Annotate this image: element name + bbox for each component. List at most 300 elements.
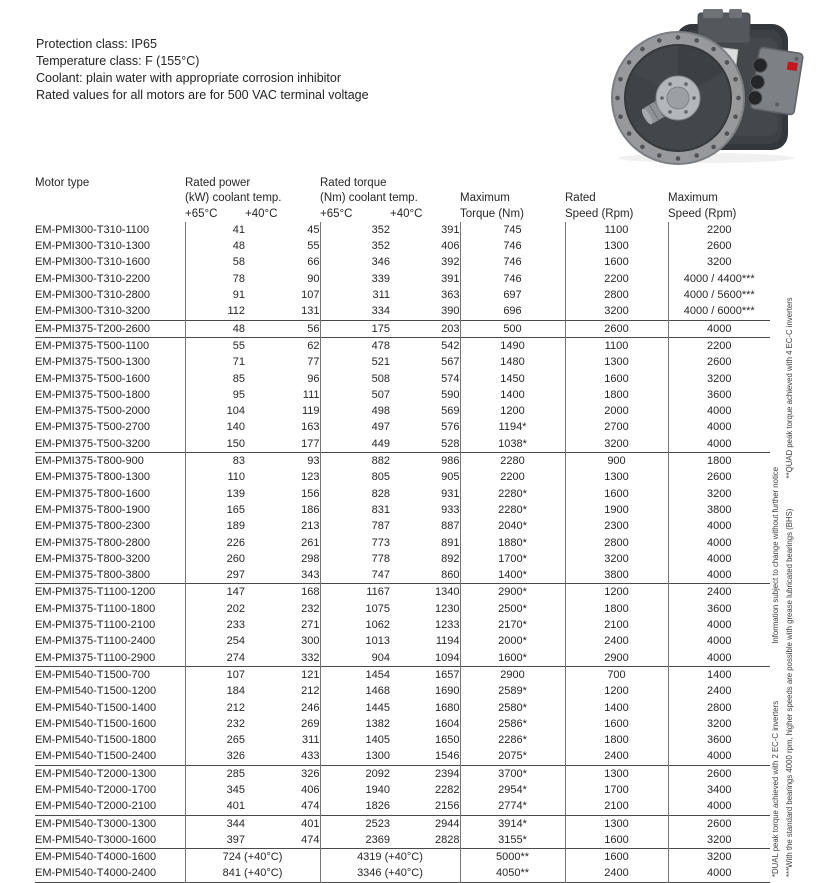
motor-type-cell: EM-PMI300-T310-3200	[35, 303, 185, 320]
value-cell: 4000	[707, 651, 732, 664]
value-cell: 297	[226, 569, 245, 582]
value-cell: 4000	[707, 421, 732, 434]
value-cell: 1194	[390, 633, 460, 649]
motor-type-cell: EM-PMI540-T1500-1200	[35, 683, 185, 699]
value-cell: 1454	[320, 666, 390, 683]
value-cell: 1400*	[460, 567, 565, 584]
value-cell: 45	[245, 222, 320, 238]
value-cell: 1657	[390, 666, 460, 683]
motor-type-cell: EM-PMI540-T1500-1400	[35, 700, 185, 716]
value-cell: 882	[320, 453, 390, 470]
motor-type-cell: EM-PMI540-T3000-1300	[35, 815, 185, 832]
motor-photo	[598, 8, 810, 166]
value-cell: 2200	[460, 469, 565, 485]
value-cell: 326	[245, 765, 320, 782]
value-cell: 1880*	[460, 535, 565, 551]
value-cell: 48	[185, 320, 245, 337]
table-row	[35, 486, 770, 502]
value-cell: 163	[245, 419, 320, 435]
value-cell: 860	[390, 567, 460, 584]
footnote-line-outer	[784, 265, 795, 877]
value-cell: 189	[226, 520, 245, 533]
value-cell: 406	[245, 782, 320, 798]
table-row	[35, 238, 770, 254]
footnote-dual: *DUAL peak torque achieved with 2 EC-C inverters	[771, 700, 780, 877]
value-cell: 41	[232, 223, 245, 236]
value-cell: 2100	[565, 798, 668, 815]
table-row	[35, 782, 770, 798]
value-cell: 5000**	[460, 849, 565, 866]
table-row	[35, 222, 770, 238]
value-cell: 213	[245, 518, 320, 534]
value-cell: 334	[371, 305, 390, 318]
value-cell: 1940	[365, 783, 390, 796]
value-cell: 401	[226, 800, 245, 813]
value-cell: 2400	[565, 865, 668, 882]
value-cell: 96	[245, 371, 320, 387]
value-cell: 298	[245, 551, 320, 567]
value-cell: 2286*	[460, 732, 565, 748]
table-row	[35, 732, 770, 748]
value-cell: 1400	[460, 387, 565, 403]
value-cell: 177	[245, 436, 320, 453]
value-cell: 2200	[707, 223, 732, 236]
value-cell: 269	[245, 716, 320, 732]
value-cell: 3700*	[460, 765, 565, 782]
value-cell: 4050**	[460, 865, 565, 882]
table-row	[35, 584, 770, 601]
value-cell: 212	[245, 683, 320, 699]
value-cell: 406	[390, 238, 460, 254]
value-cell: 2200	[565, 271, 668, 287]
value-cell: 1300	[565, 354, 668, 370]
value-cell: 1200	[565, 584, 668, 601]
value-cell: 1300	[565, 765, 668, 782]
value-cell: 3200	[707, 833, 732, 846]
table-row	[35, 469, 770, 485]
table-row	[35, 518, 770, 534]
footnote-quad: **QUAD peak torque achieved with 4 EC-C inverters	[785, 297, 794, 479]
value-cell: 1075	[365, 602, 390, 615]
value-cell: 2800	[565, 287, 668, 303]
value-cell: 131	[245, 303, 320, 320]
value-cell: 2400	[565, 748, 668, 765]
value-cell: 4000	[707, 536, 732, 549]
motor-type-cell: EM-PMI300-T310-1300	[35, 238, 185, 254]
value-cell: 1700*	[460, 551, 565, 567]
value-cell: 83	[185, 453, 245, 470]
header-max-torque-2: Torque (Nm)	[460, 207, 524, 220]
table-row	[35, 303, 770, 320]
motor-type-cell: EM-PMI375-T800-3200	[35, 551, 185, 567]
value-cell: 78	[232, 272, 245, 285]
value-cell: 1490	[460, 337, 565, 354]
value-cell: 905	[390, 469, 460, 485]
motor-type-cell: EM-PMI375-T800-1600	[35, 486, 185, 502]
table-row	[35, 832, 770, 849]
value-cell: 4000	[707, 750, 732, 763]
table-row	[35, 403, 770, 419]
value-cell: 1233	[390, 617, 460, 633]
value-cell: 1600	[565, 486, 668, 502]
value-cell: 2280*	[460, 502, 565, 518]
value-cell: 110	[227, 471, 245, 484]
value-cell: 3155*	[460, 832, 565, 849]
red-label	[787, 62, 798, 71]
value-cell: 147	[185, 584, 245, 601]
header-power-65: +65°C	[185, 207, 218, 220]
value-cell: 1094	[390, 650, 460, 667]
value-cell: 1650	[390, 732, 460, 748]
value-cell: 3346 (+40°C)	[320, 865, 460, 882]
table-header	[35, 176, 770, 222]
value-cell: 4000	[707, 405, 732, 418]
value-cell: 119	[245, 403, 320, 419]
value-cell: 831	[371, 503, 390, 516]
value-cell: 4000 / 4400***	[683, 272, 755, 285]
value-cell: 1405	[365, 734, 390, 747]
value-cell: 2100	[565, 617, 668, 633]
value-cell: 344	[185, 815, 245, 832]
table-row	[35, 320, 770, 337]
value-cell: 232	[245, 601, 320, 617]
value-cell: 574	[390, 371, 460, 387]
table-row	[35, 535, 770, 551]
table-row	[35, 567, 770, 584]
value-cell: 1800	[565, 601, 668, 617]
value-cell: 184	[226, 685, 245, 698]
value-cell: 1800	[565, 387, 668, 403]
header-rated-speed-1: Rated	[565, 192, 596, 205]
table-row	[35, 633, 770, 649]
value-cell: 1200	[565, 683, 668, 699]
table-row	[35, 666, 770, 683]
value-cell: 474	[245, 798, 320, 815]
value-cell: 805	[371, 471, 390, 484]
value-cell: 165	[226, 503, 245, 516]
value-cell: 498	[371, 405, 390, 418]
value-cell: 576	[390, 419, 460, 435]
value-cell: 696	[460, 303, 565, 320]
value-cell: 2774*	[460, 798, 565, 815]
value-cell: 285	[185, 765, 245, 782]
table-row	[35, 337, 770, 354]
value-cell: 311	[245, 732, 320, 748]
value-cell: 3200	[707, 256, 732, 269]
value-cell: 300	[245, 633, 320, 649]
value-cell: 1300	[565, 815, 668, 832]
value-cell: 346	[371, 256, 390, 269]
value-cell: 107	[245, 287, 320, 303]
value-cell: 2600	[707, 356, 732, 369]
value-cell: 2000	[565, 403, 668, 419]
motor-type-cell: EM-PMI375-T500-3200	[35, 436, 185, 453]
value-cell: 352	[371, 223, 390, 236]
value-cell: 1700	[565, 782, 668, 798]
value-cell: 2156	[390, 798, 460, 815]
value-cell: 58	[232, 256, 245, 269]
motor-type-cell: EM-PMI375-T800-900	[35, 453, 185, 470]
table-row	[35, 798, 770, 815]
motor-type-cell: EM-PMI375-T800-1300	[35, 469, 185, 485]
motor-type-cell: EM-PMI540-T2000-1700	[35, 782, 185, 798]
value-cell: 1200	[460, 403, 565, 419]
value-cell: 700	[565, 666, 668, 683]
motor-type-cell: EM-PMI540-T1500-1600	[35, 716, 185, 732]
value-cell: 2800	[565, 535, 668, 551]
header-motor-type: Motor type	[35, 177, 90, 189]
value-cell: 2500*	[460, 601, 565, 617]
value-cell: 1445	[365, 701, 390, 714]
value-cell: 401	[245, 815, 320, 832]
value-cell: 4000	[707, 800, 732, 813]
motor-type-cell: EM-PMI300-T310-2200	[35, 271, 185, 287]
value-cell: 1300	[365, 750, 390, 763]
value-cell: 391	[390, 271, 460, 287]
value-cell: 1604	[390, 716, 460, 732]
value-cell: 1480	[460, 354, 565, 370]
value-cell: 3200	[707, 372, 732, 385]
value-cell: 1230	[390, 601, 460, 617]
value-cell: 343	[245, 567, 320, 584]
value-cell: 478	[320, 337, 390, 354]
value-cell: 203	[390, 320, 460, 337]
header-torque-40: +40°C	[390, 207, 423, 220]
table-row	[35, 271, 770, 287]
motor-type-cell: EM-PMI540-T1500-700	[35, 666, 185, 683]
value-cell: 4000	[707, 437, 732, 450]
value-cell: 3200	[707, 487, 732, 500]
header-max-torque-1: Maximum	[460, 192, 510, 205]
motor-type-cell: EM-PMI375-T500-2700	[35, 419, 185, 435]
value-cell: 3200	[565, 551, 668, 567]
value-cell: 1100	[565, 337, 668, 354]
motor-type-cell: EM-PMI540-T4000-2400	[35, 865, 185, 882]
value-cell: 900	[565, 453, 668, 470]
value-cell: 3914*	[460, 815, 565, 832]
value-cell: 55	[185, 337, 245, 354]
value-cell: 104	[226, 405, 245, 418]
value-cell: 2586*	[460, 716, 565, 732]
value-cell: 4000	[707, 619, 732, 632]
value-cell: 2580*	[460, 700, 565, 716]
value-cell: 139	[226, 487, 245, 500]
value-cell: 521	[371, 356, 390, 369]
motor-type-cell: EM-PMI540-T1500-2400	[35, 748, 185, 765]
value-cell: 121	[245, 666, 320, 683]
value-cell: 2700	[565, 419, 668, 435]
motor-type-cell: EM-PMI375-T500-1100	[35, 337, 185, 354]
value-cell: 77	[245, 354, 320, 370]
value-cell: 1013	[365, 635, 390, 648]
value-cell: 271	[245, 617, 320, 633]
footnote-bearings: ***With the standard bearings 4000 rpm, higher speeds are possible with grease lubricated bearings (BHS)	[785, 508, 794, 877]
value-cell: 2280	[460, 453, 565, 470]
value-cell: 2000*	[460, 633, 565, 649]
value-cell: 3800	[707, 503, 732, 516]
motor-type-cell: EM-PMI375-T800-1900	[35, 502, 185, 518]
motor-type-cell: EM-PMI375-T500-2000	[35, 403, 185, 419]
value-cell: 508	[371, 372, 390, 385]
value-cell: 1382	[365, 717, 390, 730]
value-cell: 497	[371, 421, 390, 434]
value-cell: 3200	[668, 849, 770, 866]
value-cell: 2400	[707, 685, 732, 698]
value-cell: 500	[460, 320, 565, 337]
value-cell: 1600	[565, 832, 668, 849]
footnote-disclaimer: Information subject to change without further notice	[771, 466, 780, 644]
value-cell: 66	[245, 254, 320, 270]
value-cell: 397	[226, 833, 245, 846]
motor-type-cell: EM-PMI540-T3000-1600	[35, 832, 185, 849]
value-cell: 2900*	[460, 584, 565, 601]
value-cell: 2600	[668, 815, 770, 832]
value-cell: 352	[371, 240, 390, 253]
header-rated-power: Rated power	[185, 177, 251, 189]
motor-type-cell: EM-PMI300-T310-1100	[35, 222, 185, 238]
value-cell: 260	[226, 552, 245, 565]
value-cell: 4000	[707, 552, 732, 565]
value-cell: 3600	[707, 388, 732, 401]
value-cell: 363	[390, 287, 460, 303]
value-cell: 933	[390, 502, 460, 518]
value-cell: 1400	[668, 666, 770, 683]
value-cell: 2040*	[460, 518, 565, 534]
value-cell: 175	[320, 320, 390, 337]
table-row	[35, 419, 770, 435]
value-cell: 4000 / 6000***	[683, 305, 755, 318]
value-cell: 3200	[565, 436, 668, 453]
value-cell: 93	[245, 453, 320, 470]
table-row	[35, 502, 770, 518]
motor-type-cell: EM-PMI375-T1100-2400	[35, 633, 185, 649]
value-cell: 2280*	[460, 486, 565, 502]
value-cell: 4000	[707, 635, 732, 648]
value-cell: 2523	[320, 815, 390, 832]
value-cell: 590	[390, 387, 460, 403]
value-cell: 311	[372, 289, 390, 302]
value-cell: 4000	[668, 320, 770, 337]
value-cell: 168	[245, 584, 320, 601]
value-cell: 474	[245, 832, 320, 849]
value-cell: 2954*	[460, 782, 565, 798]
value-cell: 1194*	[460, 419, 565, 435]
header-max-speed-2: Speed (Rpm)	[668, 207, 737, 220]
motor-type-cell: EM-PMI375-T200-2600	[35, 320, 185, 337]
value-cell: 1468	[365, 685, 390, 698]
value-cell: 4000	[707, 569, 732, 582]
value-cell: 1600	[565, 716, 668, 732]
motor-type-cell: EM-PMI375-T500-1300	[35, 354, 185, 370]
header-rated-speed-2: Speed (Rpm)	[565, 207, 634, 220]
value-cell: 2170*	[460, 617, 565, 633]
value-cell: 345	[226, 783, 245, 796]
value-cell: 931	[390, 486, 460, 502]
table-row	[35, 371, 770, 387]
value-cell: 3200	[565, 303, 668, 320]
value-cell: 2394	[390, 765, 460, 782]
table-row	[35, 436, 770, 453]
table-row	[35, 453, 770, 470]
note-temperature-class: Temperature class: F (155°C)	[36, 54, 200, 68]
value-cell: 2400	[565, 633, 668, 649]
value-cell: 2600	[707, 240, 732, 253]
value-cell: 747	[371, 569, 390, 582]
table-row	[35, 849, 770, 866]
value-cell: 339	[371, 272, 390, 285]
value-cell: 1062	[365, 619, 390, 632]
header-torque-unit: (Nm) coolant temp.	[320, 192, 418, 205]
value-cell: 123	[245, 469, 320, 485]
value-cell: 887	[390, 518, 460, 534]
header-torque-65: +65°C	[320, 207, 353, 220]
header-power-40: +40°C	[245, 207, 278, 220]
value-cell: 246	[245, 700, 320, 716]
table-row	[35, 683, 770, 699]
table-row	[35, 617, 770, 633]
value-cell: 1300	[565, 238, 668, 254]
value-cell: 55	[245, 238, 320, 254]
value-cell: 91	[232, 289, 245, 302]
value-cell: 569	[390, 403, 460, 419]
table-row	[35, 765, 770, 782]
value-cell: 2300	[565, 518, 668, 534]
value-cell: 1600	[565, 371, 668, 387]
value-cell: 1680	[390, 700, 460, 716]
value-cell: 1038*	[460, 436, 565, 453]
header-power-unit: (kW) coolant temp.	[185, 192, 282, 205]
table-row	[35, 354, 770, 370]
value-cell: 390	[390, 303, 460, 320]
header-max-speed-1: Maximum	[668, 192, 718, 205]
value-cell: 892	[390, 551, 460, 567]
value-cell: 62	[245, 337, 320, 354]
value-cell: 4000	[707, 520, 732, 533]
value-cell: 150	[226, 437, 245, 450]
value-cell: 787	[371, 520, 390, 533]
note-coolant: Coolant: plain water with appropriate corrosion inhibitor	[36, 71, 342, 85]
motor-type-cell: EM-PMI375-T500-1800	[35, 387, 185, 403]
value-cell: 202	[226, 602, 245, 615]
value-cell: 3600	[707, 734, 732, 747]
value-cell: 724 (+40°C)	[185, 849, 320, 866]
note-protection-class: Protection class: IP65	[36, 37, 157, 51]
table-row	[35, 551, 770, 567]
value-cell: 433	[245, 748, 320, 765]
value-cell: 111	[245, 387, 320, 403]
value-cell: 2828	[390, 832, 460, 849]
value-cell: 1600	[565, 849, 668, 866]
motor-type-cell: EM-PMI375-T1100-2900	[35, 650, 185, 667]
value-cell: 745	[460, 222, 565, 238]
table-row	[35, 254, 770, 270]
value-cell: 226	[226, 536, 245, 549]
value-cell: 449	[371, 437, 390, 450]
motor-type-cell: EM-PMI540-T4000-1600	[35, 849, 185, 866]
footnote-line-inner	[770, 265, 781, 877]
value-cell: 254	[226, 635, 245, 648]
value-cell: 4000	[707, 867, 732, 880]
value-cell: 904	[371, 651, 390, 664]
value-cell: 828	[371, 487, 390, 500]
table-row	[35, 815, 770, 832]
table-row	[35, 748, 770, 765]
value-cell: 2900	[460, 666, 565, 683]
value-cell: 212	[226, 701, 245, 714]
value-cell: 2200	[668, 337, 770, 354]
table-row	[35, 716, 770, 732]
value-cell: 1900	[565, 502, 668, 518]
